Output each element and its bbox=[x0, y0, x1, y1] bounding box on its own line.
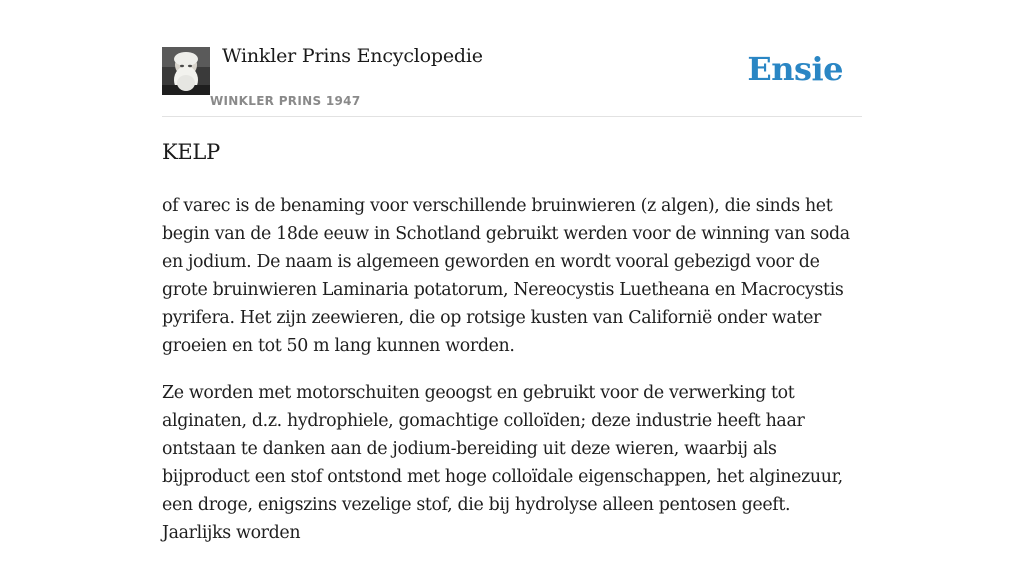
publisher-name[interactable]: Winkler Prins Encyclopedie bbox=[222, 45, 483, 67]
article-paragraph: of varec is de benaming voor verschillende bruinwieren (z algen), die sinds het begin van de 18de eeuw in Schotland gebruikt werden voor de winning van soda en jodium. De naam is algemeen geworden en wordt vooral gebezigd voor de grote bruinwieren Laminaria potatorum, Nereocystis Luetheana en Macrocystis pyrifera. Het zijn zeewieren, die op rotsige kusten van Californië onder water groeien en tot 50 m lang kunnen worden. bbox=[162, 196, 850, 356]
edition-label[interactable]: WINKLER PRINS 1947 bbox=[210, 94, 361, 108]
ensie-logo[interactable]: Ensie bbox=[747, 50, 843, 88]
article-body bbox=[162, 192, 864, 566]
article-title: KELP bbox=[162, 140, 220, 164]
bearded-man-portrait-icon[interactable] bbox=[162, 47, 210, 95]
article-paragraph: Ze worden met motorschuiten geoogst en gebruikt voor de verwerking tot alginaten, d.z. hydrophiele, gomachtige colloïden; deze industrie heeft haar ontstaan te danken aan de jodium-bereiding uit deze wieren, waarbij als bijproduct een stof ontstond met hoge colloïdale eigenschappen, het alginezuur, een droge, enigszins vezelige stof, die bij hydrolyse alleen pentosen geeft. Jaarlijks worden bbox=[162, 383, 843, 543]
header bbox=[162, 0, 862, 117]
